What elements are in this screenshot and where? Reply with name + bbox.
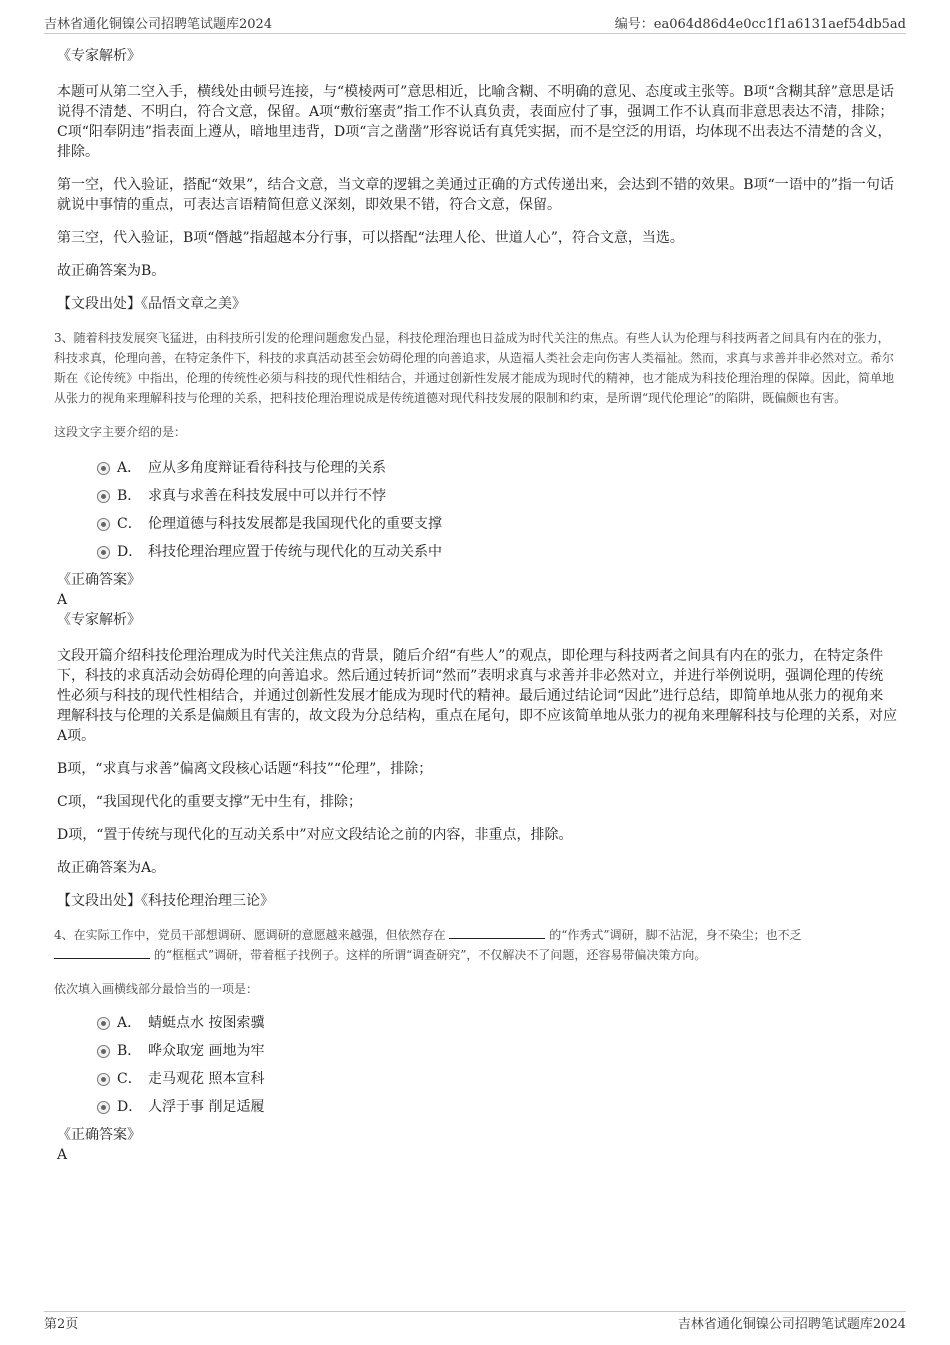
radio-button-icon[interactable] <box>97 1017 110 1030</box>
option-letter: A． <box>117 1015 142 1031</box>
q3-option-c[interactable] <box>57 510 897 538</box>
option-text: 走马观花 照本宣科 <box>148 1071 265 1087</box>
q4-option-a[interactable] <box>57 1009 897 1037</box>
q3-option-d[interactable] <box>57 538 897 566</box>
q4-option-b[interactable] <box>57 1037 897 1065</box>
radio-button-icon[interactable] <box>97 1101 110 1114</box>
header-doc-id: 编号：ea064d86d4e0cc1f1a6131aef54db5ad <box>614 17 906 32</box>
q3-source: 【文段出处】《科技伦理治理三论》 <box>57 893 274 909</box>
radio-button-icon[interactable] <box>97 490 110 503</box>
option-text: 求真与求善在科技发展中可以并行不悖 <box>148 488 386 504</box>
q4-blank-2 <box>54 946 150 959</box>
q2-analysis-para1: 本题可从第二空入手，横线处由顿号连接，与“模棱两可”意思相近，比喻含糊、不明确的意见、态度或主张等。B项“含糊其辞”意思是话说得不清楚、不明白，符合文意，保留。A项“敷衍塞责”指工作不认真负责，表面应付了事，强调工作不认真而非意思表达不清，排除；C项“阳奉阴违”指表面上遵从，暗地里违背，D项“言之凿凿”形容说话有真凭实据，而不是空泛的用语，均体现不出表达不清楚的含义，排除。 <box>57 84 894 160</box>
q2-conclusion: 故正确答案为B。 <box>57 263 166 279</box>
option-letter: C． <box>117 1071 142 1087</box>
option-text: 人浮于事 削足适履 <box>148 1099 265 1115</box>
page-content <box>54 44 897 1165</box>
q2-analysis-para2: 第一空，代入验证，搭配“效果”，结合文意，当文章的逻辑之美通过正确的方式传递出来，会达到不错的效果。B项“一语中的”指一句话就说中事情的重点，可表达言语精简但意义深刻，即效果不错，符合文意，保留。 <box>57 177 894 213</box>
q4-option-c[interactable] <box>57 1065 897 1093</box>
q4-stem-part3: 的“框框式”调研，带着框子找例子。这样的所谓“调查研究”，不仅解决不了问题，还容易带偏决策方向。 <box>153 948 707 962</box>
option-letter: B． <box>117 488 142 504</box>
footer-divider <box>44 1311 906 1312</box>
q4-option-d[interactable] <box>57 1093 897 1121</box>
q3-answer: A <box>57 592 68 608</box>
q4-answer-label: 《正确答案》 <box>57 1127 141 1143</box>
q3-option-b[interactable] <box>57 482 897 510</box>
q4-question: 依次填入画横线部分最恰当的一项是： <box>54 982 259 996</box>
q4-options <box>57 1009 897 1121</box>
option-letter: D． <box>117 544 143 560</box>
q3-question: 这段文字主要介绍的是： <box>54 425 187 439</box>
option-text: 伦理道德与科技发展都是我国现代化的重要支撑 <box>148 516 442 532</box>
header-divider <box>44 33 906 34</box>
option-text: 应从多角度辩证看待科技与伦理的关系 <box>148 460 386 476</box>
option-letter: C． <box>117 516 142 532</box>
q3-options <box>57 454 897 566</box>
page-header <box>0 0 950 32</box>
q3-analysis-para1: 文段开篇介绍科技伦理治理成为时代关注焦点的背景，随后介绍“有些人”的观点，即伦理与科技两者之间具有内在的张力，在特定条件下，科技的求真活动会妨碍伦理的向善追求。然后通过转折词“然而”表明求真与求善并非必然对立，并进行举例说明，强调伦理的传统性必须与科技的现代性相结合，并通过创新性发展才能成为现时代的精神。最后通过结论词“因此”进行总结，即简单地从张力的视角来理解科技与伦理的关系是偏颇且有害的，故文段为分总结构，重点在尾句，即不应该简单地从张力的视角来理解科技与伦理的关系，对应A项。 <box>57 648 897 744</box>
radio-button-icon[interactable] <box>97 546 110 559</box>
q3-conclusion: 故正确答案为A。 <box>57 860 166 876</box>
radio-button-icon[interactable] <box>97 1073 110 1086</box>
option-text: 蜻蜓点水 按图索骥 <box>148 1015 265 1031</box>
q4-stem-part1: 4、在实际工作中，党员干部想调研、愿调研的意愿越来越强，但依然存在 <box>54 928 446 942</box>
option-text: 科技伦理治理应置于传统与现代化的互动关系中 <box>148 544 442 560</box>
q4-blank-1 <box>449 926 545 939</box>
option-letter: A． <box>117 460 142 476</box>
radio-button-icon[interactable] <box>97 518 110 531</box>
q3-analysis-option-c: C项，“我国现代化的重要支撑”无中生有，排除； <box>57 794 363 810</box>
option-letter: B． <box>117 1043 142 1059</box>
footer-page-number: 第2页 <box>44 1317 79 1332</box>
option-letter: D． <box>117 1099 143 1115</box>
q2-source: 【文段出处】《品悟文章之美》 <box>57 296 246 312</box>
q3-analysis-option-d: D项，“置于传统与现代化的互动关系中”对应文段结论之前的内容，非重点，排除。 <box>57 827 573 843</box>
q2-analysis-label: 《专家解析》 <box>57 48 141 64</box>
q3-analysis-option-b: B项，“求真与求善”偏离文段核心话题“科技”“伦理”，排除； <box>57 761 433 777</box>
radio-button-icon[interactable] <box>97 462 110 475</box>
option-text: 哗众取宠 画地为牢 <box>148 1043 265 1059</box>
q4-stem-part2: 的“作秀式”调研，脚不沾泥，身不染尘；也不乏 <box>549 928 802 942</box>
q3-answer-label: 《正确答案》 <box>57 572 141 588</box>
q2-analysis-para3: 第三空，代入验证，B项“僭越”指超越本分行事，可以搭配“法理人伦、世道人心”，符合文意，当选。 <box>57 230 684 246</box>
q3-option-a[interactable] <box>57 454 897 482</box>
q3-stem: 3、随着科技发展突飞猛进，由科技所引发的伦理问题愈发凸显，科技伦理治理也日益成为时代关注的焦点。有些人认为伦理与科技两者之间具有内在的张力，科技求真，伦理向善，在特定条件下，科技的求真活动甚至会妨碍伦理的向善追求，从造福人类社会走向伤害人类福祉。然而，求真与求善并非必然对立。希尔斯在《论传统》中指出，伦理的传统性必须与科技的现代性相结合，并通过创新性发展才能成为现时代的精神，也才能成为科技伦理治理的保障。因此，简单地从张力的视角来理解科技与伦理的关系，把科技伦理治理说成是传统道德对现代科技发展的限制和约束，是所谓“现代伦理论”的陷阱，既偏颇也有害。 <box>54 331 895 405</box>
q4-stem <box>54 925 899 965</box>
radio-button-icon[interactable] <box>97 1045 110 1058</box>
q3-analysis-label: 《专家解析》 <box>57 612 141 628</box>
q4-answer: A <box>57 1147 68 1163</box>
footer-title: 吉林省通化铜镍公司招聘笔试题库2024 <box>677 1317 906 1332</box>
header-title: 吉林省通化铜镍公司招聘笔试题库2024 <box>44 17 273 32</box>
